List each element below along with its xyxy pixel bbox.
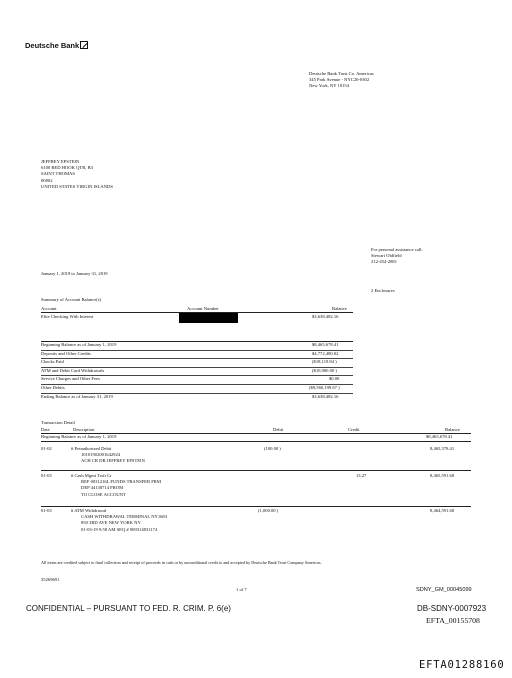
transaction-description-line: ACH CR DR JEFFREY EPSTEIN xyxy=(81,458,145,464)
bates-efta-small: EFTA_00155708 xyxy=(426,616,480,625)
transaction-description-line: 01-03-19 9:58 AM SEQ # 900314831174 xyxy=(81,526,158,532)
summary-col-account: Account xyxy=(41,306,57,311)
transaction-balance: 8,464,591.68 xyxy=(430,508,455,513)
summary-account-name: Elite Checking With Interest xyxy=(41,314,94,319)
transaction-balance: 8,465,591.68 xyxy=(430,473,455,478)
customer-address xyxy=(41,159,113,190)
balance-item-value: ($9,560,199.67 ) xyxy=(309,384,340,390)
bates-sdny: SDNY_GM_00045099 xyxy=(416,587,472,593)
summary-account-balance: $3,638,482.16 xyxy=(312,314,339,319)
transaction-row-rule xyxy=(41,470,471,471)
customer-address-line: JEFFREY EPSTEIN xyxy=(41,159,80,164)
document-code: 35269691 xyxy=(41,577,60,582)
balance-item-label: Other Debits xyxy=(41,384,65,390)
balance-summary xyxy=(41,342,353,401)
balance-item xyxy=(41,393,353,402)
balance-item xyxy=(41,358,353,367)
customer-address-line: 00802 xyxy=(41,177,53,183)
balance-item-value: ($18,119.84 ) xyxy=(312,359,337,365)
transaction-credit: 13.27 xyxy=(356,473,367,478)
balance-item-label: Beginning Balance as of January 1, 2019 xyxy=(41,342,117,347)
transaction-beginning-balance: $8,465,678.41 xyxy=(426,434,453,439)
confidential-notice: CONFIDENTIAL – PURSUANT TO FED. R. CRIM. P. 6(e) xyxy=(26,604,231,613)
transaction-description-line: CASH WITHDRAWAL TERMINAL NY1683 xyxy=(81,514,168,520)
bank-name-logo: Deutsche Bank xyxy=(25,41,80,50)
balance-item-value: $4,772,480.02 xyxy=(312,350,339,356)
balance-item-value: $3,638,482.16 xyxy=(312,393,339,399)
balance-item xyxy=(41,367,353,376)
transaction-debit: (1,000.00 ) xyxy=(258,508,279,513)
transaction-description-line: # Cash Mgmt Trsfr Cr xyxy=(71,473,112,478)
transaction-description-line: # ATM Withdrawal xyxy=(71,508,107,513)
assistance-line: 212-454-2881 xyxy=(371,259,398,265)
transaction-debit: (100.00 ) xyxy=(264,446,281,451)
transaction-description-line: 10101902001642924 xyxy=(81,452,121,458)
transaction-col-balance: Balance xyxy=(445,427,460,432)
transaction-description-line: 850 3RD AVE NEW YORK NY xyxy=(81,520,141,526)
transaction-row-rule xyxy=(41,506,471,507)
balance-item-label: ATM and Debit Card Withdrawals xyxy=(41,367,105,373)
bank-address-line: 345 Park Avenue - NYC20-0302 xyxy=(309,77,370,83)
deutsche-bank-slash-box-icon xyxy=(80,41,88,49)
transaction-description-line: # Preauthorized Debit xyxy=(71,446,112,451)
transaction-description xyxy=(71,473,161,498)
transaction-description xyxy=(71,446,145,465)
assistance-contact xyxy=(371,247,423,266)
balance-item-value: $8,465,678.41 xyxy=(312,342,339,347)
redaction-block xyxy=(179,313,238,323)
balance-item-label: Checks Paid xyxy=(41,359,64,365)
collection-footnote: All items are credited subject to final collection and receipt of proceeds in cash or by unconditional credit to and accepted by Deutsche Bank Trust Company Americas. xyxy=(41,560,322,565)
summary-title: Summary of Account Balance(s) xyxy=(41,297,102,302)
transaction-date: 01-03 xyxy=(41,508,52,513)
balance-item-value: ($10,000.00 ) xyxy=(312,367,337,373)
bates-db: DB-SDNY-0007923 xyxy=(417,604,487,613)
transaction-description-line: TO CLOSE ACCOUNT xyxy=(81,491,126,497)
transaction-date: 01-03 xyxy=(41,473,52,478)
statement-period: January 1, 2019 to January 31, 2019 xyxy=(41,271,108,276)
transaction-col-date: Date xyxy=(41,427,50,432)
transaction-title: Transaction Detail xyxy=(41,420,75,425)
assistance-line: Stewart Oldfield xyxy=(371,253,402,259)
page-number: 1 of 7 xyxy=(236,587,247,592)
transaction-col-debit: Debit xyxy=(273,427,284,432)
balance-item xyxy=(41,375,353,384)
assistance-line: For personal assistance call: xyxy=(371,247,423,252)
customer-address-line: SAINT THOMAS xyxy=(41,171,75,177)
balance-item xyxy=(41,384,353,393)
transaction-balance: 8,465,578.41 xyxy=(430,446,455,451)
bates-efta-large: EFTA01288160 xyxy=(419,659,505,671)
bank-address-line: Deutsche Bank Trust Co. Americas xyxy=(309,71,374,76)
balance-item-label: Deposits and Other Credits xyxy=(41,350,91,356)
bank-address-line: New York, NY 10154 xyxy=(309,83,350,89)
customer-address-line: UNITED STATES VIRGIN ISLANDS xyxy=(41,183,113,189)
bank-address xyxy=(309,71,374,90)
balance-item-label: Service Charges and Other Fees xyxy=(41,376,100,382)
balance-item xyxy=(41,342,353,350)
transaction-date: 01-02 xyxy=(41,446,52,451)
transaction-col-credit: Credit xyxy=(348,427,360,432)
summary-col-balance: Balance xyxy=(332,306,347,311)
transaction-description xyxy=(71,508,167,533)
transaction-beginning-rule xyxy=(41,441,471,442)
transaction-description-line: DEP 44138714 FROM xyxy=(81,485,124,491)
transaction-beginning-label: Beginning Balance as of January 1, 2019 xyxy=(41,434,117,439)
transaction-description-line: REF 0031216L FUNDS TRANSFER FRM xyxy=(81,479,161,485)
customer-address-line: 6100 RED HOOK QTR, B3 xyxy=(41,165,93,171)
balance-item xyxy=(41,350,353,359)
balance-item-label: Ending Balance as of January 31, 2019 xyxy=(41,393,113,399)
balance-item-value: $0.00 xyxy=(329,376,340,382)
transaction-col-description: Description xyxy=(73,427,95,432)
summary-col-account-number: Account Number xyxy=(187,306,219,311)
enclosures-count: 2 Enclosures xyxy=(371,288,395,293)
